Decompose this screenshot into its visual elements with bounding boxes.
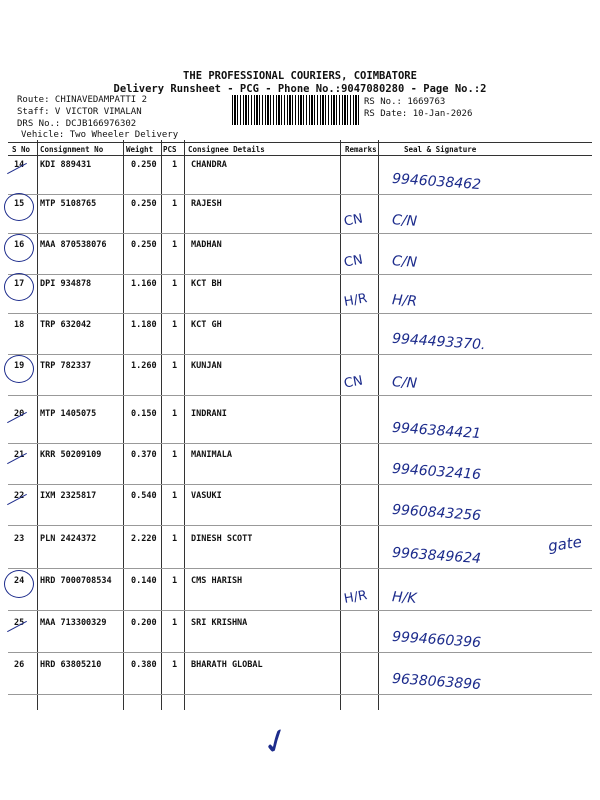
row-sno: 26 [14,660,25,670]
table-row [0,405,600,445]
row-signature: 9963849624 [391,544,482,568]
row-signature: 9946038462 [391,170,482,194]
row-remark: CN [342,211,364,230]
row-consignee: CMS HARISH [191,576,243,586]
table-row [0,236,600,276]
row-weight: 0.200 [131,618,157,628]
row-pcs: 1 [172,491,178,501]
row-divider [8,313,592,314]
table-row [0,275,600,315]
row-consignee: MANIMALA [191,450,232,460]
row-signature: C/N [391,374,418,392]
row-consignment-no: DPI 934878 [40,279,92,289]
row-consignee: VASUKI [191,491,222,501]
circled-mark [4,570,34,598]
row-remark: CN [342,252,364,271]
runsheet-title: Delivery Runsheet - PCG - Phone No.:9047080280 - Page No.:2 [113,83,487,95]
row-sno: 14 [14,160,25,170]
row-consignee: MADHAN [191,240,222,250]
col-weight: Weight [126,145,154,154]
row-pcs: 1 [172,199,178,209]
row-sno: 21 [14,450,25,460]
row-consignee: CHANDRA [191,160,227,170]
row-signature: C/N [391,212,418,230]
row-weight: 0.250 [131,199,157,209]
row-pcs: 1 [172,320,178,330]
row-consignment-no: MTP 5108765 [40,199,97,209]
row-signature: 9960843256 [391,501,482,525]
row-consignee: KUNJAN [191,361,222,371]
row-consignment-no: HRD 7000708534 [40,576,112,586]
table-row [0,195,600,235]
row-weight: 0.380 [131,660,157,670]
col-pcs: PCS [163,145,177,154]
row-sno: 22 [14,491,25,501]
row-consignment-no: HRD 63805210 [40,660,102,670]
table-row [0,446,600,486]
table-top-border [8,142,592,143]
check-mark: ✓ [256,718,297,766]
row-sno: 23 [14,534,25,544]
row-divider [8,610,592,611]
circled-mark [4,355,34,383]
col-consignee: Consignee Details [188,145,265,154]
rs-date: RS Date: 10-Jan-2026 [364,109,473,119]
row-sno: 16 [14,240,25,250]
row-signature: 9994660396 [391,628,482,652]
row-sno: 19 [14,361,25,371]
table-row [0,572,600,612]
row-signature: 9944493370. [391,330,486,354]
row-weight: 1.160 [131,279,157,289]
row-signature: H/R [391,292,418,310]
row-weight: 0.150 [131,409,157,419]
row-sno: 24 [14,576,25,586]
staff-label: Staff: V VICTOR VIMALAN [17,107,142,117]
row-pcs: 1 [172,279,178,289]
row-divider [8,694,592,695]
row-consignee: KCT BH [191,279,222,289]
row-pcs: 1 [172,618,178,628]
col-remarks: Remarks [345,145,377,154]
vehicle-label: Vehicle: Two Wheeler Delivery [21,130,179,140]
row-pcs: 1 [172,450,178,460]
row-consignment-no: KRR 50209109 [40,450,102,460]
row-divider [8,484,592,485]
row-divider [8,443,592,444]
row-consignee: DINESH SCOTT [191,534,253,544]
row-consignment-no: TRP 782337 [40,361,92,371]
table-row [0,656,600,696]
row-consignee: SRI KRISHNA [191,618,248,628]
row-consignment-no: MTP 1405075 [40,409,97,419]
row-pcs: 1 [172,660,178,670]
row-consignment-no: MAA 713300329 [40,618,107,628]
row-consignment-no: MAA 870538076 [40,240,107,250]
row-consignment-no: IXM 2325817 [40,491,97,501]
table-row [0,316,600,356]
row-signature: 9638063896 [391,670,482,694]
row-weight: 2.220 [131,534,157,544]
row-divider [8,233,592,234]
row-pcs: 1 [172,361,178,371]
barcode [232,95,360,125]
row-divider [8,525,592,526]
gate-annotation: gate [546,532,583,556]
circled-mark [4,193,34,221]
row-weight: 0.540 [131,491,157,501]
row-remark: H/R [342,291,369,310]
row-consignment-no: KDI 889431 [40,160,92,170]
row-weight: 0.370 [131,450,157,460]
row-sno: 17 [14,279,25,289]
row-consignee: BHARATH GLOBAL [191,660,263,670]
row-consignment-no: PLN 2424372 [40,534,97,544]
row-sno: 18 [14,320,25,330]
row-signature: H/K [391,589,417,607]
table-row [0,357,600,397]
row-sno: 25 [14,618,25,628]
col-seal-signature: Seal & Signature [404,145,477,154]
col-sno: S No [12,145,31,154]
col-consignment: Consignment No [40,145,104,154]
row-weight: 1.260 [131,361,157,371]
table-row [0,156,600,196]
row-consignee: KCT GH [191,320,222,330]
row-pcs: 1 [172,576,178,586]
row-pcs: 1 [172,160,178,170]
row-divider [8,568,592,569]
row-remark: H/R [342,588,369,607]
row-pcs: 1 [172,534,178,544]
row-divider [8,354,592,355]
row-divider [8,395,592,396]
row-pcs: 1 [172,409,178,419]
row-remark: CN [342,373,364,392]
row-divider [8,652,592,653]
row-consignee: RAJESH [191,199,222,209]
row-signature: C/N [391,253,418,271]
table-row [0,487,600,527]
row-signature: 9946384421 [391,419,482,443]
route-label: Route: CHINAVEDAMPATTI 2 [17,95,148,105]
row-weight: 0.140 [131,576,157,586]
circled-mark [4,273,34,301]
row-sno: 20 [14,409,25,419]
drs-number: DRS No.: DCJB166976302 [17,119,137,129]
row-pcs: 1 [172,240,178,250]
row-weight: 0.250 [131,160,157,170]
row-weight: 0.250 [131,240,157,250]
circled-mark [4,234,34,262]
table-row [0,614,600,654]
row-consignment-no: TRP 632042 [40,320,92,330]
company-name: THE PROFESSIONAL COURIERS, COIMBATORE [183,70,417,82]
row-signature: 9946032416 [391,460,482,484]
row-sno: 15 [14,199,25,209]
row-weight: 1.180 [131,320,157,330]
table-row [0,530,600,570]
rs-number: RS No.: 1669763 [364,97,446,107]
row-consignee: INDRANI [191,409,227,419]
